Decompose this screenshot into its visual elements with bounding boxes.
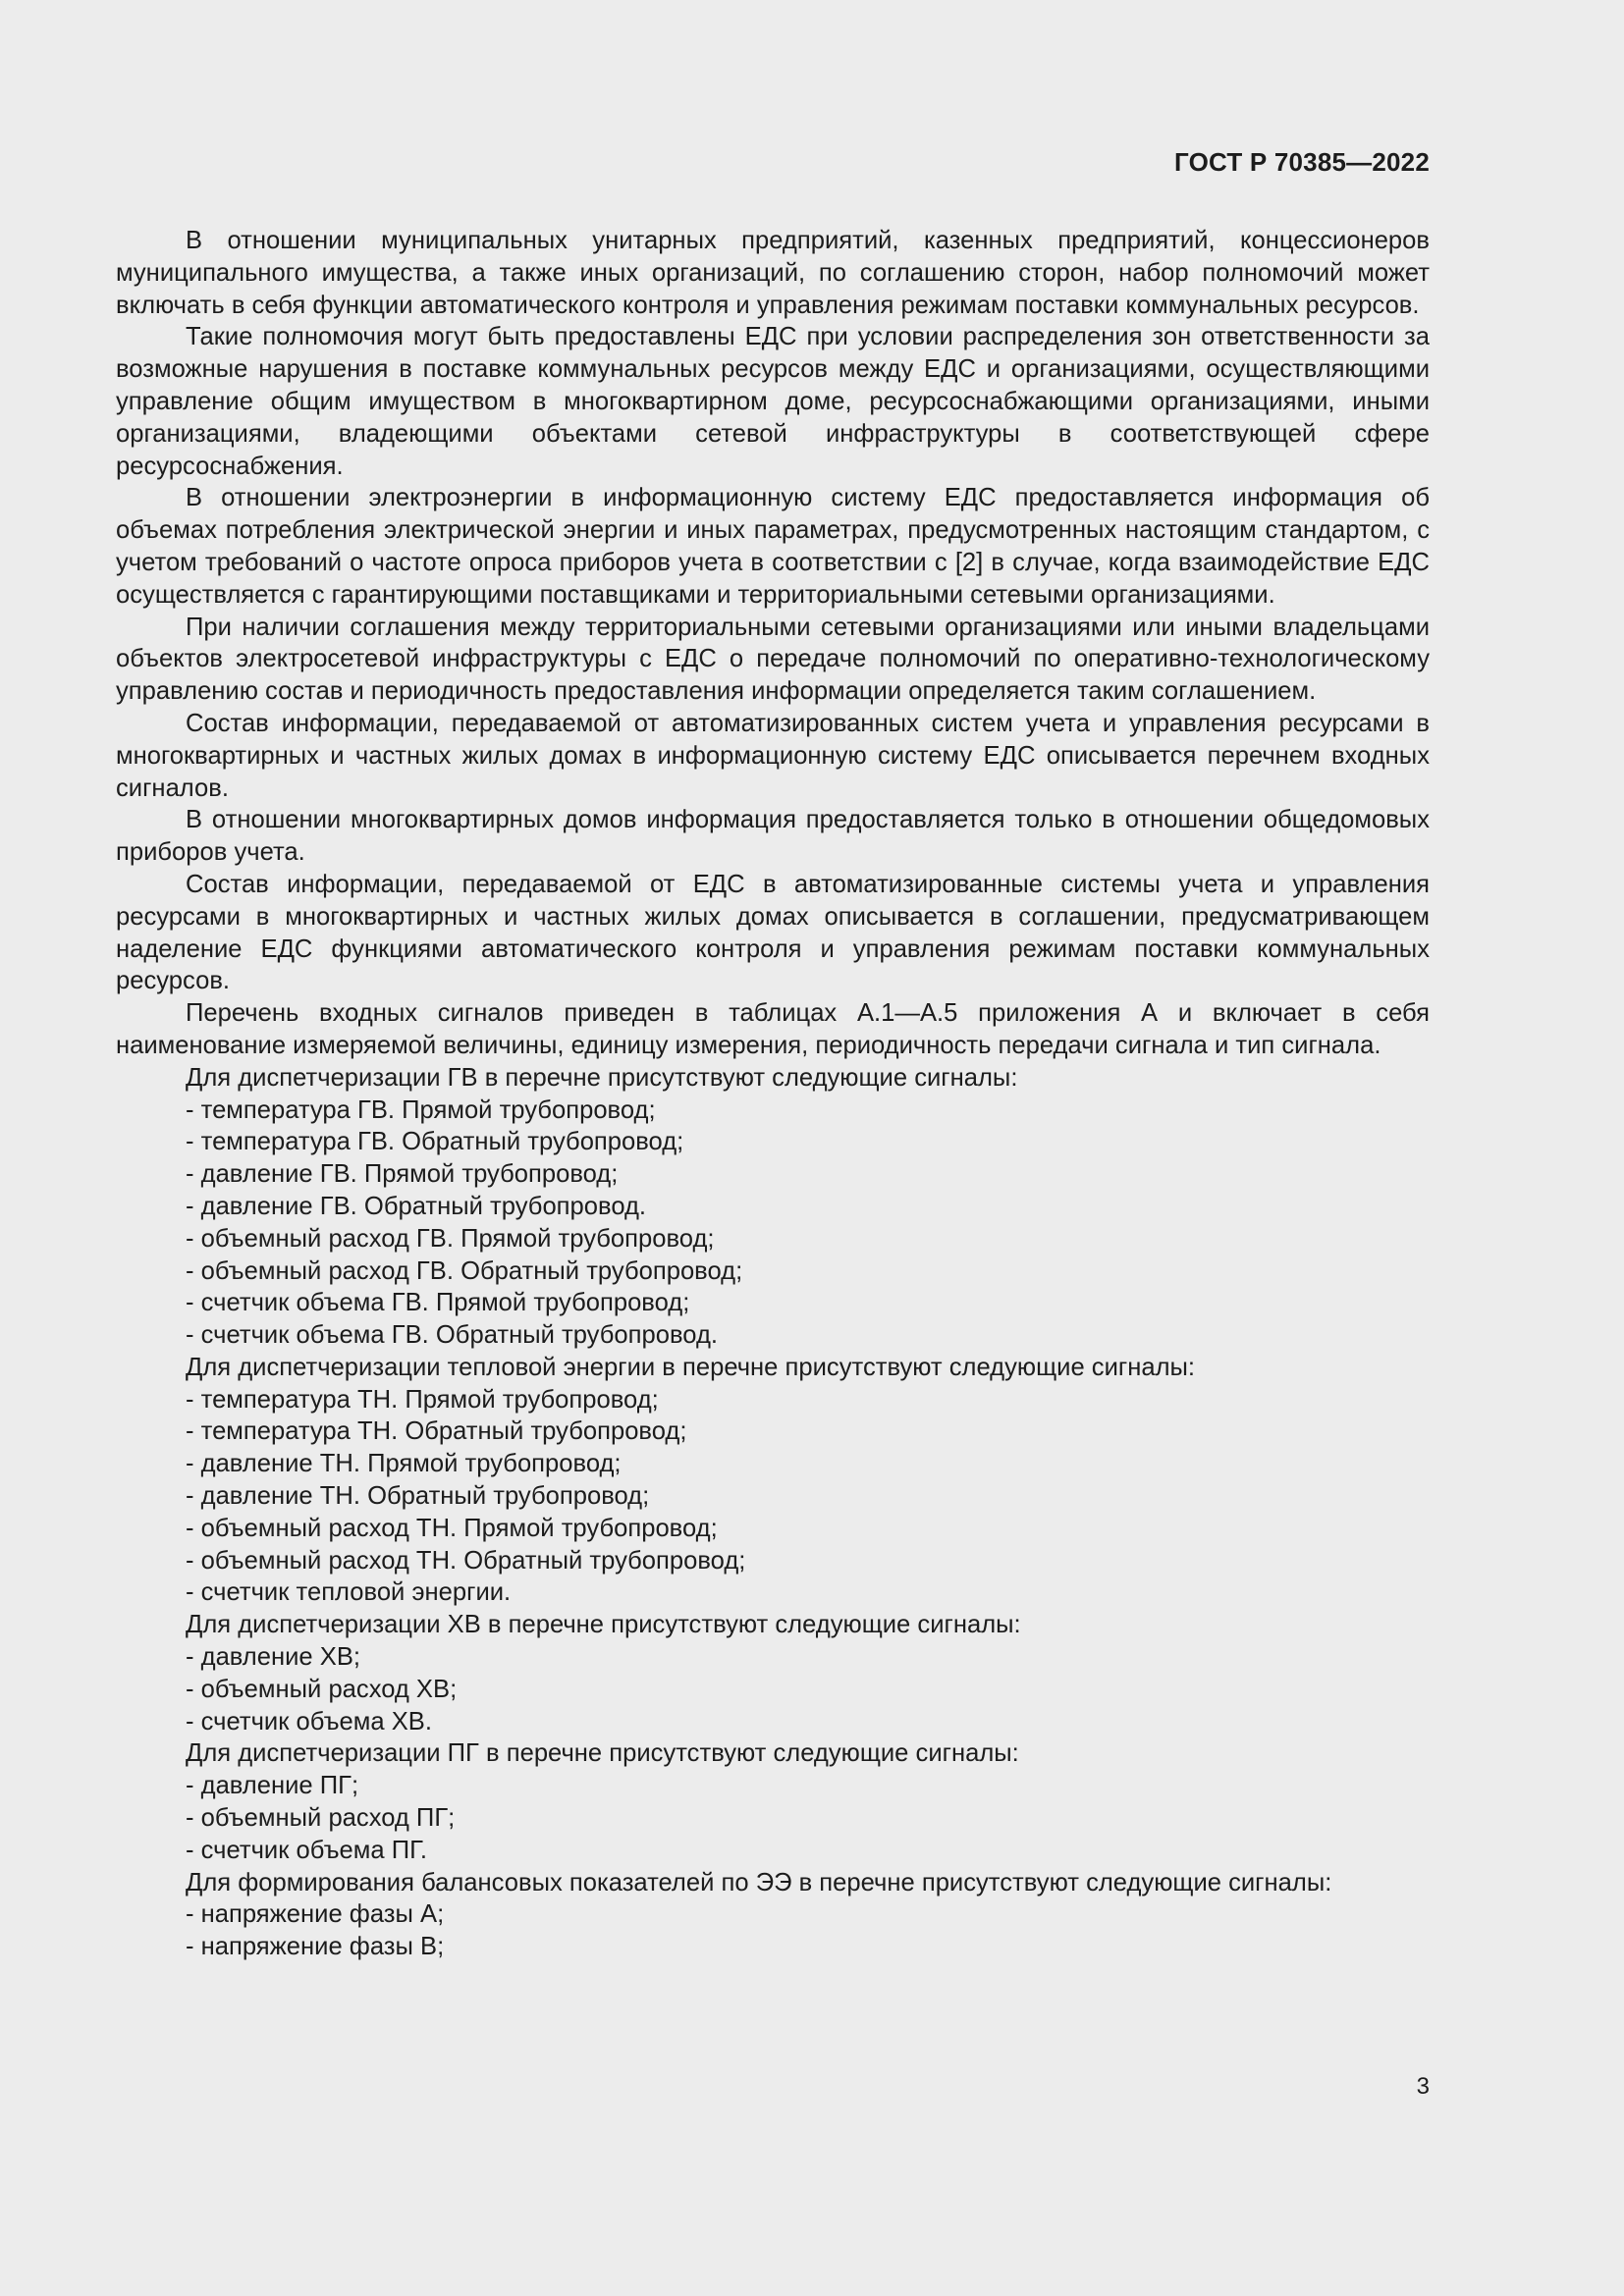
- list-item: - давление ТН. Обратный трубопровод;: [186, 1482, 650, 1511]
- list-item: - напряжение фазы А;: [186, 1900, 445, 1929]
- list-item: - температура ГВ. Обратный трубопровод;: [186, 1128, 684, 1156]
- paragraph: В отношении электроэнергии в информационную систему ЕДС предоставляется информация об объемах потребления электрической энергии и иных параметрах, предусмотренных настоящим стандартом, с учетом требований о частоте опроса приборов учета в соответствии с [2] в случае, когда взаимодействие ЕДС осуществляется с гарантирующими поставщиками и территориальными сетевыми организациями.: [116, 484, 1430, 609]
- paragraph: При наличии соглашения между территориальными сетевыми организациями или иными владельцами объектов электросетевой инфраструктуры с ЕДС о передаче полномочий по оперативно-технологическому управлению состав и периодичность предоставления информации определяется таким соглашением.: [116, 613, 1430, 706]
- list-item: - давление ХВ;: [186, 1643, 361, 1672]
- list-item: - объемный расход ПГ;: [186, 1804, 456, 1833]
- paragraph: В отношении многоквартирных домов информация предоставляется только в отношении общедомовых приборов учета.: [116, 806, 1430, 867]
- list-item: - давление ГВ. Прямой трубопровод;: [186, 1160, 619, 1189]
- list-item: - счетчик объема ГВ. Обратный трубопровод.: [186, 1321, 719, 1350]
- list-item: - напряжение фазы В;: [186, 1933, 445, 1961]
- list-intro-hot-water: Для диспетчеризации ГВ в перечне присутствуют следующие сигналы:: [186, 1063, 1018, 1092]
- page-number: 3: [1416, 2073, 1430, 2100]
- list-intro-cold-water: Для диспетчеризации ХВ в перечне присутствуют следующие сигналы:: [186, 1611, 1021, 1639]
- list-item: - счетчик объема ХВ.: [186, 1707, 432, 1735]
- list-intro-gas: Для диспетчеризации ПГ в перечне присутствуют следующие сигналы:: [186, 1739, 1019, 1768]
- document-code: ГОСТ Р 70385—2022: [1174, 147, 1430, 177]
- document-body: [116, 225, 1430, 1963]
- list-item: - счетчик тепловой энергии.: [186, 1578, 512, 1607]
- list-intro-heat: Для диспетчеризации тепловой энергии в перечне присутствуют следующие сигналы:: [186, 1353, 1196, 1381]
- list-item: - объемный расход ХВ;: [186, 1675, 458, 1703]
- list-item: - давление ПГ;: [186, 1772, 359, 1800]
- list-item: - объемный расход ГВ. Прямой трубопровод;: [186, 1224, 715, 1253]
- list-item: - объемный расход ТН. Обратный трубопровод;: [186, 1546, 746, 1575]
- list-item: - объемный расход ТН. Прямой трубопровод;: [186, 1514, 718, 1542]
- list-item: - давление ТН. Прямой трубопровод;: [186, 1450, 622, 1478]
- list-item: - счетчик объема ПГ.: [186, 1836, 427, 1864]
- paragraph: Состав информации, передаваемой от ЕДС в автоматизированные системы учета и управления ресурсами в многоквартирных и частных жилых домах описывается в соглашении, предусматривающем наделение ЕДС функциями автоматического контроля и управления режимам поставки коммунальных ресурсов.: [116, 870, 1430, 995]
- list-item: - температура ТН. Прямой трубопровод;: [186, 1385, 659, 1414]
- list-item: - температура ТН. Обратный трубопровод;: [186, 1417, 687, 1446]
- paragraph: Такие полномочия могут быть предоставлены ЕДС при условии распределения зон ответственности за возможные нарушения в поставке коммунальных ресурсов между ЕДС и организациями, осуществляющими управление общим имуществом в многоквартирном доме, ресурсоснабжающими организациями, иными организациями, владеющими объектами сетевой инфраструктуры в соответствующей сфере ресурсоснабжения.: [116, 323, 1430, 480]
- list-item: - счетчик объема ГВ. Прямой трубопровод;: [186, 1289, 690, 1317]
- list-intro-electricity: Для формирования балансовых показателей по ЭЭ в перечне присутствуют следующие сигналы:: [186, 1868, 1332, 1896]
- list-item: - давление ГВ. Обратный трубопровод.: [186, 1192, 647, 1220]
- paragraph: Состав информации, передаваемой от автоматизированных систем учета и управления ресурсами в многоквартирных и частных жилых домах в информационную систему ЕДС описывается перечнем входных сигналов.: [116, 709, 1430, 802]
- paragraph: В отношении муниципальных унитарных предприятий, казенных предприятий, концессионеров муниципального имущества, а также иных организаций, по соглашению сторон, набор полномочий может включать в себя функции автоматического контроля и управления режимам поставки коммунальных ресурсов.: [116, 227, 1430, 319]
- list-item: - температура ГВ. Прямой трубопровод;: [186, 1095, 656, 1124]
- list-item: - объемный расход ГВ. Обратный трубопровод;: [186, 1256, 743, 1285]
- paragraph: Перечень входных сигналов приведен в таблицах А.1—А.5 приложения А и включает в себя наименование измеряемой величины, единицу измерения, периодичность передачи сигнала и тип сигнала.: [116, 999, 1430, 1059]
